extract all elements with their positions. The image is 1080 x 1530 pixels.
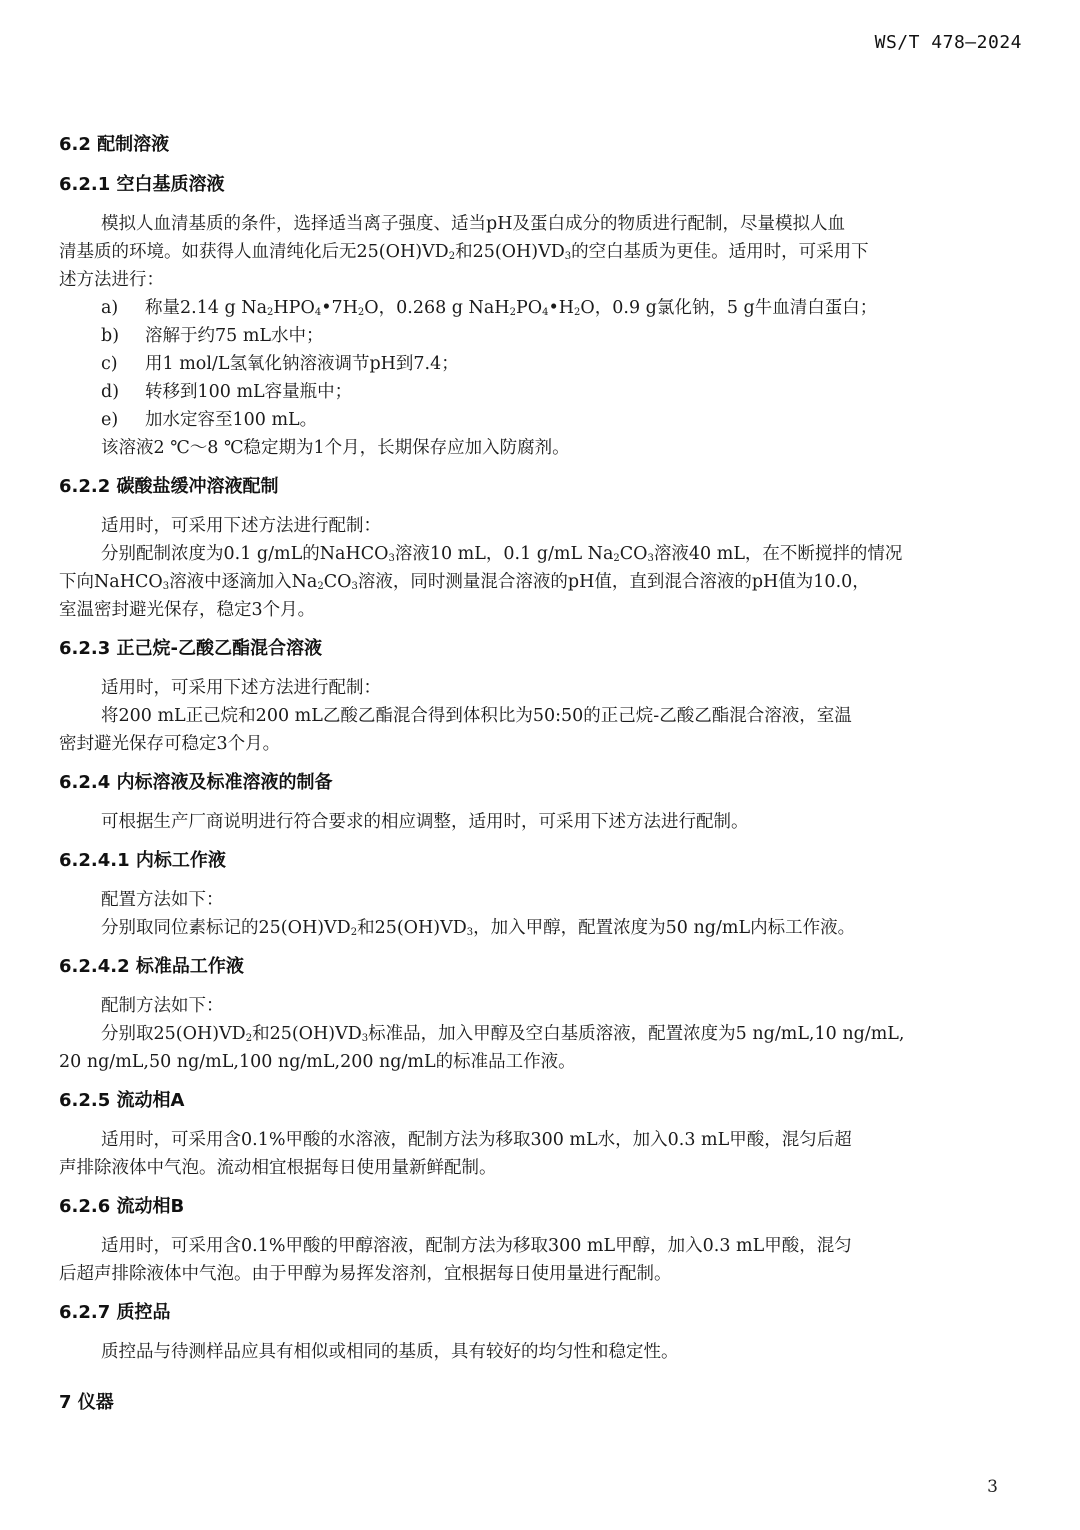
document-body — [59, 132, 1022, 1416]
section-6-2-4-2-body: 分别取$25(OH)VD_2$和$25(OH)VD_3$标准品，加入甲醇及空白基质溶液，配置浓度为5 ng/mL,10 ng/mL, 20 ng/mL,50 ng/mL,100 ng/mL,200 ng/mL的标准品工作液。 — [59, 1024, 905, 1072]
section-6-2-1-intro: 模拟人血清基质的条件，选择适当离子强度、适当pH及蛋白成分的物质进行配制，尽量模拟人血 清基质的环境。如获得人血清纯化后无$25(OH)VD_2$和$25(OH)VD_3$的空白基质为更佳。适用时，可采用下 述方法进行： — [59, 214, 869, 290]
section-6-2-2-title: 6.2.2 碳酸盐缓冲溶液配制 — [59, 476, 279, 497]
section-6-2-4-2-title: 6.2.4.2 标准品工作液 — [59, 956, 244, 977]
page-number: 3 — [987, 1477, 998, 1497]
section-6-2-3-title: 6.2.3 正己烷-乙酸乙酯混合溶液 — [59, 638, 322, 659]
section-6-2-4-2-lead: 配制方法如下： — [101, 996, 224, 1016]
section-6-2-7-title: 6.2.7 质控品 — [59, 1302, 171, 1323]
section-6-2-5-body: 适用时，可采用含0.1%甲酸的水溶液，配制方法为移取300 mL水，加入0.3 mL甲酸，混匀后超 声排除液体中气泡。流动相宜根据每日使用量新鲜配制。 — [59, 1130, 852, 1178]
section-6-2-1-note: 该溶液2 ℃～8 ℃稳定期为1个月，长期保存应加入防腐剂。 — [101, 438, 570, 458]
document-code: WS/T 478—2024 — [874, 32, 1022, 53]
section-6-2-7-text: 质控品与待测样品应具有相似或相同的基质，具有较好的均匀性和稳定性。 — [101, 1342, 679, 1362]
section-6-2-4-1-lead: 配置方法如下： — [101, 890, 224, 910]
section-7-title: 7 仪器 — [59, 1392, 114, 1413]
section-6-2-4-1-body: 分别取同位素标记的$25(OH)VD_2$和$25(OH)VD_3$，加入甲醇，配置浓度为50 ng/mL内标工作液。 — [101, 918, 856, 938]
list-item-b: b) 溶解于约75 mL水中； — [101, 326, 324, 346]
section-6-2-6-title: 6.2.6 流动相B — [59, 1196, 185, 1217]
section-6-2-2-body: 分别配制浓度为0.1 g/mL的NaHCO$_3$溶液10 mL，0.1 g/mL $Na_2CO_3$溶液40 mL，在不断搅拌的情况 下向NaHCO$_3$溶液中逐滴加入$Na_2CO_3$溶液，同时测量混合溶液的pH值，直到混合溶液的pH值为10.0， 室温密封避光保存，稳定3个月。 — [59, 544, 903, 620]
section-6-2-3-body: 将200 mL正己烷和200 mL乙酸乙酯混合得到体积比为50:50的正己烷-乙酸乙酯混合溶液，室温 密封避光保存可稳定3个月。 — [59, 706, 852, 754]
section-6-2-6-body: 适用时，可采用含0.1%甲酸的甲醇溶液，配制方法为移取300 mL甲醇，加入0.3 mL甲酸，混匀 后超声排除液体中气泡。由于甲醇为易挥发溶剂，宜根据每日使用量进行配制。 — [59, 1236, 852, 1284]
section-6-2-4-text: 可根据生产厂商说明进行符合要求的相应调整，适用时，可采用下述方法进行配制。 — [101, 812, 749, 832]
section-6-2-title: 6.2 配制溶液 — [59, 134, 170, 155]
section-6-2-3-lead: 适用时，可采用下述方法进行配制： — [101, 678, 381, 698]
list-item-a: a) 称量2.14 g $Na_2HPO_4•7H_2O$，0.268 g $NaH_2PO_4•H_2O$，0.9 g氯化钠，5 g牛血清白蛋白； — [101, 298, 878, 318]
section-6-2-4-1-title: 6.2.4.1 内标工作液 — [59, 850, 226, 871]
section-6-2-5-title: 6.2.5 流动相A — [59, 1090, 185, 1111]
list-item-e: e) 加水定容至100 mL。 — [101, 410, 318, 430]
list-item-d: d) 转移到100 mL容量瓶中； — [101, 382, 353, 402]
section-6-2-4-title: 6.2.4 内标溶液及标准溶液的制备 — [59, 772, 333, 793]
section-6-2-1-title: 6.2.1 空白基质溶液 — [59, 174, 225, 195]
section-6-2-2-lead: 适用时，可采用下述方法进行配制： — [101, 516, 381, 536]
list-item-c: c) 用1 mol/L氢氧化钠溶液调节pH到7.4； — [101, 354, 459, 374]
